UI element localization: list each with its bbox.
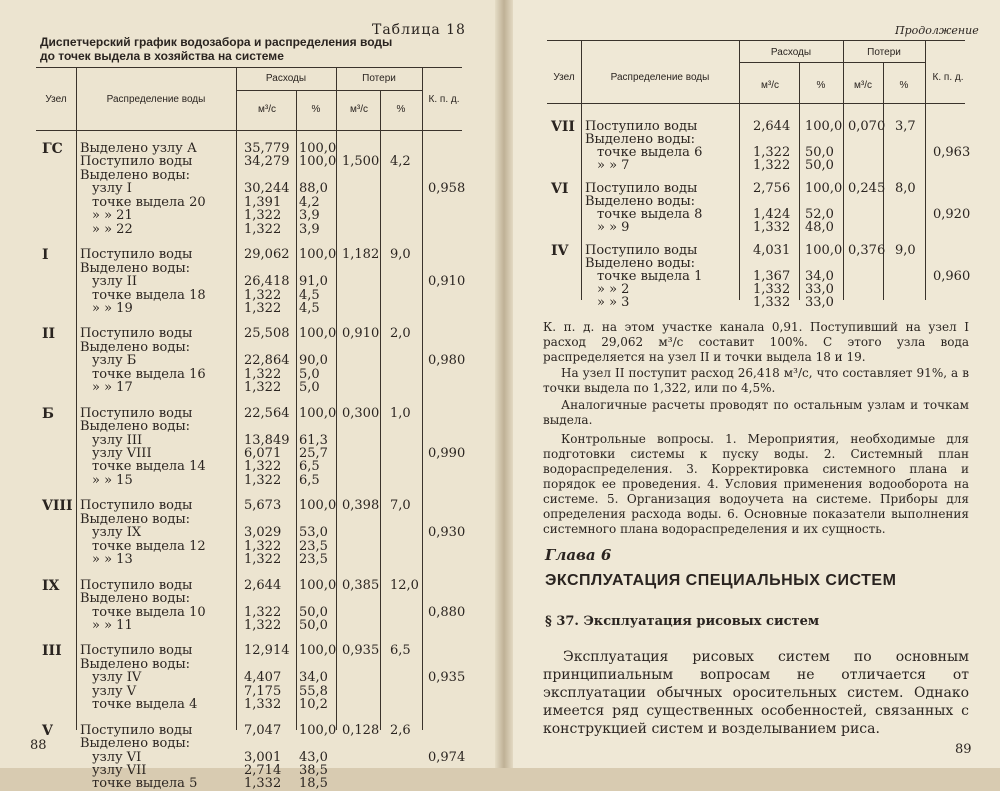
distribution-cell: Выделено узлу А	[80, 141, 197, 156]
distribution-cell: узлу VIII	[92, 446, 152, 461]
header-flow-m3s-right: м³/с	[761, 80, 779, 91]
distribution-cell: узлу IV	[92, 670, 142, 686]
header-efficiency: К. п. д.	[428, 94, 460, 105]
efficiency-cell: 0,930	[428, 525, 466, 541]
node-label: III	[42, 643, 62, 660]
efficiency-cell: 0,935	[428, 670, 466, 686]
distribution-cell: точке выдела 14	[92, 459, 206, 475]
flow-m3s-cell: 1,322	[244, 366, 282, 382]
flow-m3s-cell: 22,864	[244, 353, 290, 369]
header-flow-m3s: м³/с	[258, 104, 276, 115]
distribution-cell: узлу III	[92, 432, 143, 448]
flow-m3s-cell: 1,322	[244, 552, 282, 568]
flow-pct-cell: 3,9	[299, 208, 320, 224]
node-label: VI	[551, 181, 569, 197]
header-loss-m3s: м³/с	[350, 104, 368, 115]
efficiency-cell: 0,958	[428, 181, 466, 197]
distribution-cell: точке выдела 10	[92, 604, 206, 620]
distribution-cell: Выделено воды:	[80, 260, 191, 276]
flow-m3s-cell: 3,029	[244, 525, 282, 541]
flow-pct-cell: 100,0	[299, 326, 337, 342]
loss-pct-cell: 9,0	[895, 243, 916, 258]
flow-pct-cell: 34,0	[805, 269, 834, 284]
flow-pct-cell: 100,0	[299, 643, 337, 659]
book-gutter	[495, 0, 513, 768]
node-label: ГС	[42, 141, 63, 157]
distribution-cell: » » 3	[597, 295, 630, 310]
flow-m3s-cell: 34,279	[244, 154, 290, 170]
flow-pct-cell: 100,0	[805, 119, 843, 134]
distribution-cell: Поступило воды	[585, 243, 698, 258]
flow-m3s-cell: 1,322	[244, 459, 282, 475]
node-label: V	[42, 722, 53, 739]
loss-m3s-cell: 0,128	[342, 722, 380, 738]
distribution-cell: узлу II	[92, 274, 138, 290]
loss-m3s-cell: 0,910	[342, 326, 380, 342]
flow-pct-cell: 100,0	[299, 141, 337, 156]
distribution-cell: Поступило воды	[80, 643, 193, 659]
distribution-cell: Поступило воды	[585, 119, 698, 134]
flow-pct-cell: 50,0	[299, 617, 328, 633]
distribution-cell: Поступило воды	[80, 498, 193, 514]
flow-pct-cell: 33,0	[805, 282, 834, 297]
section-title: § 37. Эксплуатация рисовых систем	[545, 614, 820, 629]
page-number-left: 88	[30, 738, 47, 753]
flow-pct-cell: 4,5	[299, 287, 320, 303]
flow-m3s-cell: 1,322	[244, 472, 282, 488]
flow-pct-cell: 100,0	[805, 243, 843, 258]
flow-m3s-cell: 22,564	[244, 405, 290, 421]
flow-m3s-cell: 2,644	[753, 119, 791, 134]
header-loss-m3s-right: м³/с	[854, 80, 872, 91]
distribution-cell: Выделено воды:	[80, 656, 191, 672]
efficiency-cell: 0,974	[428, 749, 466, 765]
loss-pct-cell: 4,2	[390, 154, 411, 170]
distribution-cell: узлу VII	[92, 763, 147, 778]
flow-pct-cell: 6,5	[299, 459, 320, 475]
table-caption-line1: Диспетчерский график водозабора и распределения воды	[40, 35, 393, 49]
header-flow-pct: %	[311, 104, 321, 115]
loss-m3s-cell: 0,935	[342, 643, 380, 659]
distribution-cell: точке выдела 20	[92, 194, 206, 210]
paragraph-3: Аналогичные расчеты проводят по остальным узлам и точкам выдела.	[543, 398, 969, 427]
header-flow-pct-right: %	[816, 80, 826, 91]
flow-m3s-cell: 1,322	[244, 604, 282, 620]
table-caption-line2: до точек выдела в хозяйства на системе	[40, 49, 284, 63]
flow-pct-cell: 100,0	[299, 154, 337, 170]
flow-m3s-cell: 2,714	[244, 763, 282, 778]
node-label: IV	[551, 243, 569, 259]
header-efficiency-right: К. п. д.	[932, 72, 964, 83]
flow-pct-cell: 25,7	[299, 446, 328, 461]
flow-m3s-cell: 30,244	[244, 181, 290, 197]
loss-pct-cell: 8,0	[895, 181, 916, 196]
distribution-cell: » » 15	[92, 472, 133, 488]
flow-pct-cell: 4,2	[299, 194, 320, 210]
control-questions: Контрольные вопросы. 1. Мероприятия, необходимые для подготовки системы к пуску воды. 2. Системный план водораспределения. 3. Корректировка системного плана и порядок ее проведения. 4. Условия применения водооборота на системе. 5. Организация водоучета на системе. Приборы для определения расхода воды. 6. Основные показатели выполнения системного плана водораспределения и их сущность.	[543, 432, 969, 536]
efficiency-cell: 0,960	[933, 269, 971, 284]
table-label: Таблица 18	[372, 22, 466, 38]
loss-pct-cell: 6,5	[390, 643, 411, 659]
flow-pct-cell: 23,5	[299, 538, 328, 554]
distribution-cell: Поступило воды	[80, 154, 193, 170]
loss-m3s-cell: 1,182	[342, 247, 380, 263]
header-loss-pct-right: %	[899, 80, 909, 91]
flow-pct-cell: 100,0	[299, 405, 337, 421]
flow-pct-cell: 88,0	[299, 181, 328, 197]
chapter-title: ЭКСПЛУАТАЦИЯ СПЕЦИАЛЬНЫХ СИСТЕМ	[545, 572, 897, 589]
flow-m3s-cell: 1,391	[244, 194, 282, 210]
node-label: VII	[551, 119, 575, 135]
flow-pct-cell: 38,5	[299, 763, 328, 778]
distribution-cell: » » 17	[92, 380, 133, 396]
loss-pct-cell: 2,6	[390, 722, 411, 738]
header-flows-right: Расходы	[770, 47, 812, 58]
flow-m3s-cell: 4,031	[753, 243, 791, 258]
flow-m3s-cell: 1,332	[753, 220, 791, 235]
distribution-cell: » » 2	[597, 282, 630, 297]
distribution-cell: точке выдела 8	[597, 207, 703, 222]
header-node: Узел	[45, 94, 67, 105]
flow-m3s-cell: 1,322	[244, 287, 282, 303]
flow-pct-cell: 23,5	[299, 552, 328, 568]
flow-m3s-cell: 1,424	[753, 207, 791, 222]
header-distribution-right: Распределение воды	[610, 72, 710, 83]
distribution-cell: Поступило воды	[585, 181, 698, 196]
flow-m3s-cell: 2,644	[244, 577, 282, 593]
flow-m3s-cell: 26,418	[244, 274, 290, 290]
distribution-cell: Поступило воды	[80, 405, 193, 421]
flow-m3s-cell: 1,322	[753, 158, 791, 173]
paragraph-1: К. п. д. на этом участке канала 0,91. Поступивший на узел I расход 29,062 м³/с составит 100%. С этого узла вода распределяется на узел II и точки выдела 18 и 19.	[543, 320, 969, 364]
efficiency-cell: 0,963	[933, 145, 971, 160]
flow-m3s-cell: 1,322	[244, 380, 282, 396]
loss-m3s-cell: 1,500	[342, 154, 380, 170]
distribution-cell: узлу IX	[92, 525, 142, 541]
flow-m3s-cell: 1,322	[244, 208, 282, 224]
distribution-cell: узлу V	[92, 683, 137, 699]
flow-m3s-cell: 35,779	[244, 141, 290, 156]
distribution-cell: Выделено воды:	[80, 339, 191, 355]
flow-m3s-cell: 4,407	[244, 670, 282, 686]
flow-pct-cell: 18,5	[299, 776, 328, 791]
efficiency-cell: 0,880	[428, 604, 466, 620]
flow-m3s-cell: 1,322	[244, 617, 282, 633]
distribution-cell: » » 7	[597, 158, 630, 173]
flow-m3s-cell: 1,332	[244, 776, 282, 791]
flow-m3s-cell: 12,914	[244, 643, 290, 659]
distribution-cell: Выделено воды:	[80, 591, 191, 607]
distribution-cell: Выделено воды:	[80, 167, 191, 183]
node-label: I	[42, 247, 49, 264]
distribution-cell: узлу Б	[92, 353, 137, 369]
flow-pct-cell: 50,0	[299, 604, 328, 620]
loss-m3s-cell: 0,300	[342, 405, 380, 421]
loss-pct-cell: 12,0	[390, 577, 419, 593]
paragraph-2: На узел II поступит расход 26,418 м³/с, что составляет 91%, а в точки выдела по 1,322, или по 4,5%.	[543, 366, 969, 395]
flow-m3s-cell: 7,047	[244, 722, 282, 738]
distribution-cell: Поступило воды	[80, 577, 193, 593]
flow-m3s-cell: 1,367	[753, 269, 791, 284]
distribution-cell: Поступило воды	[80, 722, 193, 738]
distribution-cell: Поступило воды	[80, 247, 193, 263]
flow-m3s-cell: 29,062	[244, 247, 290, 263]
distribution-cell: точке выдела 12	[92, 538, 206, 554]
distribution-cell: точке выдела 6	[597, 145, 703, 160]
flow-m3s-cell: 7,175	[244, 683, 282, 699]
header-distribution: Распределение воды	[106, 94, 206, 105]
flow-pct-cell: 4,5	[299, 300, 320, 316]
efficiency-cell: 0,910	[428, 274, 466, 290]
flow-m3s-cell: 13,849	[244, 432, 290, 448]
distribution-cell: точке выдела 4	[92, 697, 198, 713]
flow-pct-cell: 43,0	[299, 749, 328, 765]
loss-m3s-cell: 0,398	[342, 498, 380, 514]
distribution-cell: точке выдела 18	[92, 287, 206, 303]
flow-pct-cell: 50,0	[805, 145, 834, 160]
flow-m3s-cell: 3,001	[244, 749, 282, 765]
flow-m3s-cell: 2,756	[753, 181, 791, 196]
loss-pct-cell: 9,0	[390, 247, 411, 263]
distribution-cell: Выделено воды:	[585, 132, 696, 147]
distribution-cell: Выделено воды:	[585, 256, 696, 271]
distribution-cell: » » 21	[92, 208, 133, 224]
flow-m3s-cell: 6,071	[244, 446, 282, 461]
distribution-cell: » » 22	[92, 221, 133, 237]
distribution-cell: точке выдела 1	[597, 269, 703, 284]
distribution-cell: Выделено воды:	[585, 194, 696, 209]
flow-m3s-cell: 1,322	[244, 300, 282, 316]
flow-pct-cell: 33,0	[805, 295, 834, 310]
loss-pct-cell: 7,0	[390, 498, 411, 514]
flow-m3s-cell: 1,332	[753, 282, 791, 297]
flow-pct-cell: 90,0	[299, 353, 328, 369]
flow-m3s-cell: 1,332	[753, 295, 791, 310]
flow-pct-cell: 55,8	[299, 683, 328, 699]
flow-pct-cell: 53,0	[299, 525, 328, 541]
flow-pct-cell: 100,0	[299, 247, 337, 263]
flow-pct-cell: 100,0	[299, 498, 337, 514]
page-number-right: 89	[955, 742, 972, 757]
loss-m3s-cell: 0,245	[848, 181, 886, 196]
distribution-cell: Выделено воды:	[80, 419, 191, 435]
node-label: VIII	[42, 498, 73, 515]
node-label: IX	[42, 577, 60, 594]
flow-m3s-cell: 5,673	[244, 498, 282, 514]
distribution-cell: » » 9	[597, 220, 630, 235]
flow-pct-cell: 100,0	[299, 577, 337, 593]
header-flows: Расходы	[265, 73, 307, 84]
efficiency-cell: 0,920	[933, 207, 971, 222]
flow-pct-cell: 10,2	[299, 697, 328, 713]
distribution-cell: Выделено воды:	[80, 511, 191, 527]
distribution-cell: » » 13	[92, 552, 133, 568]
header-losses-right: Потери	[867, 47, 901, 58]
flow-pct-cell: 52,0	[805, 207, 834, 222]
distribution-cell: точке выдела 16	[92, 366, 206, 382]
flow-pct-cell: 48,0	[805, 220, 834, 235]
flow-m3s-cell: 1,332	[244, 697, 282, 713]
loss-m3s-cell: 0,070	[848, 119, 886, 134]
flow-pct-cell: 3,9	[299, 221, 320, 237]
flow-m3s-cell: 1,322	[244, 538, 282, 554]
flow-pct-cell: 100,0	[805, 181, 843, 196]
flow-m3s-cell: 1,322	[244, 221, 282, 237]
header-loss-pct: %	[396, 104, 406, 115]
flow-pct-cell: 5,0	[299, 380, 320, 396]
loss-m3s-cell: 0,376	[848, 243, 886, 258]
distribution-cell: точке выдела 5	[92, 776, 198, 791]
loss-m3s-cell: 0,385	[342, 577, 380, 593]
continued-label: Продолжение	[895, 24, 979, 37]
flow-pct-cell: 91,0	[299, 274, 328, 290]
distribution-cell: Поступило воды	[80, 326, 193, 342]
node-label: Б	[42, 405, 54, 422]
efficiency-cell: 0,980	[428, 353, 466, 369]
flow-pct-cell: 6,5	[299, 472, 320, 488]
header-node-right: Узел	[553, 72, 575, 83]
header-losses: Потери	[362, 73, 396, 84]
distribution-cell: узлу VI	[92, 749, 142, 765]
flow-pct-cell: 5,0	[299, 366, 320, 382]
section-text: Эксплуатация рисовых систем по основным принципиальным вопросам не отличается от эксплуатации обычных оросительных систем. Однако имеется ряд существенных особенностей, связанных с конструкцией систем и возделыванием риса.	[543, 649, 969, 737]
flow-pct-cell: 34,0	[299, 670, 328, 686]
flow-m3s-cell: 1,322	[753, 145, 791, 160]
distribution-cell: Выделено воды:	[80, 736, 191, 752]
right-page	[503, 0, 1000, 768]
flow-pct-cell: 61,3	[299, 432, 328, 448]
distribution-cell: узлу I	[92, 181, 132, 197]
loss-pct-cell: 1,0	[390, 405, 411, 421]
loss-pct-cell: 3,7	[895, 119, 916, 134]
efficiency-cell: 0,990	[428, 446, 466, 461]
flow-m3s-cell: 25,508	[244, 326, 290, 342]
chapter-label: Глава 6	[545, 546, 612, 564]
flow-pct-cell: 50,0	[805, 158, 834, 173]
distribution-cell: » » 11	[92, 617, 133, 633]
distribution-cell: » » 19	[92, 300, 133, 316]
node-label: II	[42, 326, 56, 343]
flow-pct-cell: 100,0	[299, 722, 337, 738]
loss-pct-cell: 2,0	[390, 326, 411, 342]
